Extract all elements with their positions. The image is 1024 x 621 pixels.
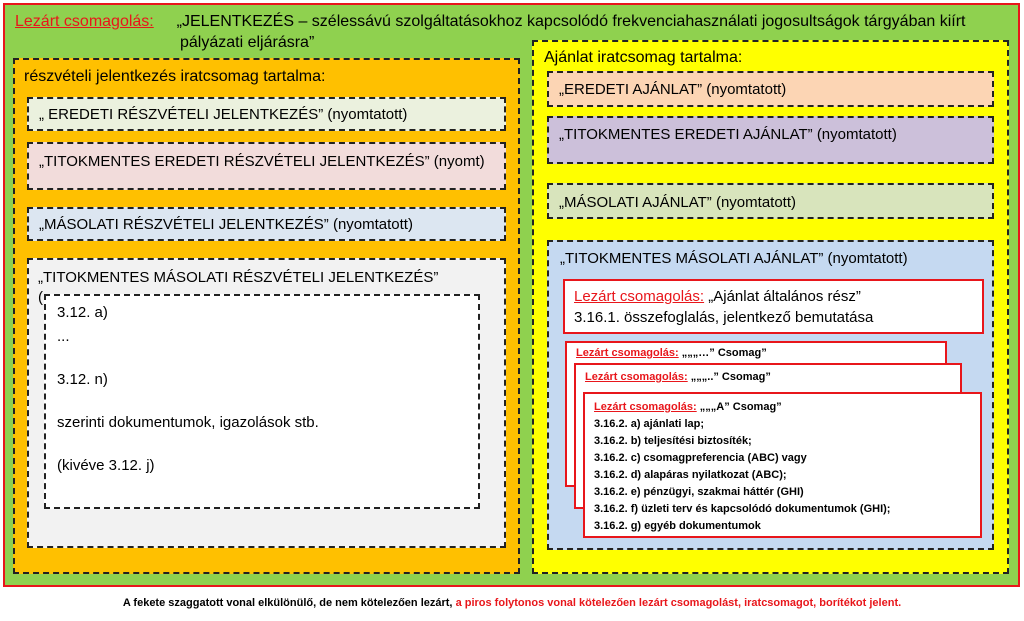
confidential-original-participation-box [27, 142, 506, 190]
package-item: 3.16.2. e) pénzügyi, szakmai háttér (GHI) [594, 486, 804, 498]
confidential-original-offer-box [547, 116, 994, 164]
document-list-box [44, 294, 480, 509]
package-front-seal-label: Lezárt csomagolás: [594, 401, 697, 413]
copy-participation-box [27, 207, 506, 241]
package-front [583, 392, 982, 538]
copy-offer-label: „MÁSOLATI AJÁNLAT” (nyomtatott) [559, 194, 796, 211]
offer-heading: Ajánlat iratcsomag tartalma: [544, 49, 743, 66]
original-participation-box [27, 97, 506, 131]
doc-line-4: szerinti dokumentumok, igazolások stb. [57, 414, 319, 431]
package-item: 3.16.2. f) üzleti terv és kapcsolódó dokumentumok (GHI); [594, 503, 891, 515]
package-item: 3.16.2. c) csomagpreferencia (ABC) vagy [594, 452, 807, 464]
package-front-items [594, 416, 971, 535]
doc-line-1: 3.12. a) [57, 304, 108, 321]
package-middle-seal-label: Lezárt csomagolás: [585, 371, 688, 383]
general-part-title: „Ajánlat általános rész” [708, 288, 861, 305]
outer-label: Lezárt csomagolás: [15, 13, 154, 30]
package-item: 3.16.2. a) ajánlati lap; [594, 418, 705, 430]
confidential-original-participation-label: „TITOKMENTES EREDETI RÉSZVÉTELI JELENTKEZÉS” (nyomt) [39, 153, 485, 170]
general-part-package [563, 279, 984, 334]
general-part-seal-label: Lezárt csomagolás: [574, 288, 705, 305]
confidential-copy-participation-label: „TITOKMENTES MÁSOLATI RÉSZVÉTELI JELENTKEZÉS” [38, 269, 439, 286]
confidential-original-offer-label: „TITOKMENTES EREDETI AJÁNLAT” (nyomtatott) [559, 126, 897, 143]
outer-title-line1: „JELENTKEZÉS – szélessávú szolgáltatásokhoz kapcsolódó frekvenciahasználati jogosultságok tárgyában kiírt [176, 13, 966, 30]
doc-line-5: (kivéve 3.12. j) [57, 457, 155, 474]
package-item: 3.16.2. d) alapáras nyilatkozat (ABC); [594, 469, 787, 481]
outer-title-line2: pályázati eljárásra” [180, 34, 315, 51]
package-middle-title: „„„..” Csomag” [690, 371, 771, 383]
package-back-title: „„„…” Csomag” [681, 347, 767, 359]
copy-participation-label: „MÁSOLATI RÉSZVÉTELI JELENTKEZÉS” (nyomtatott) [39, 216, 413, 233]
package-front-title: „„„A” Csomag” [699, 401, 782, 413]
confidential-copy-participation-cut: ( [38, 289, 43, 306]
legend-red-text: a piros folytonos vonal kötelezően lezárt csomagolást, iratcsomagot, borítékot jelent. [455, 597, 902, 609]
confidential-copy-offer-label: „TITOKMENTES MÁSOLATI AJÁNLAT” (nyomtatott) [560, 250, 908, 267]
participation-heading: részvételi jelentkezés iratcsomag tartalma: [24, 68, 326, 85]
general-part-line2: 3.16.1. összefoglalás, jelentkező bemutatása [574, 309, 874, 326]
original-participation-label: „ EREDETI RÉSZVÉTELI JELENTKEZÉS” (nyomtatott) [39, 106, 408, 123]
legend-black-text: A fekete szaggatott vonal elkülönülő, de nem kötelezően lezárt, [122, 597, 453, 609]
doc-line-3: 3.12. n) [57, 371, 108, 388]
copy-offer-box [547, 183, 994, 219]
package-back-seal-label: Lezárt csomagolás: [576, 347, 679, 359]
original-offer-label: „EREDETI AJÁNLAT” (nyomtatott) [559, 81, 787, 98]
original-offer-box [547, 71, 994, 107]
doc-line-2: ... [57, 328, 70, 345]
package-item: 3.16.2. b) teljesítési biztosíték; [594, 435, 752, 447]
package-item: 3.16.2. g) egyéb dokumentumok [594, 520, 761, 532]
legend [0, 597, 1024, 609]
